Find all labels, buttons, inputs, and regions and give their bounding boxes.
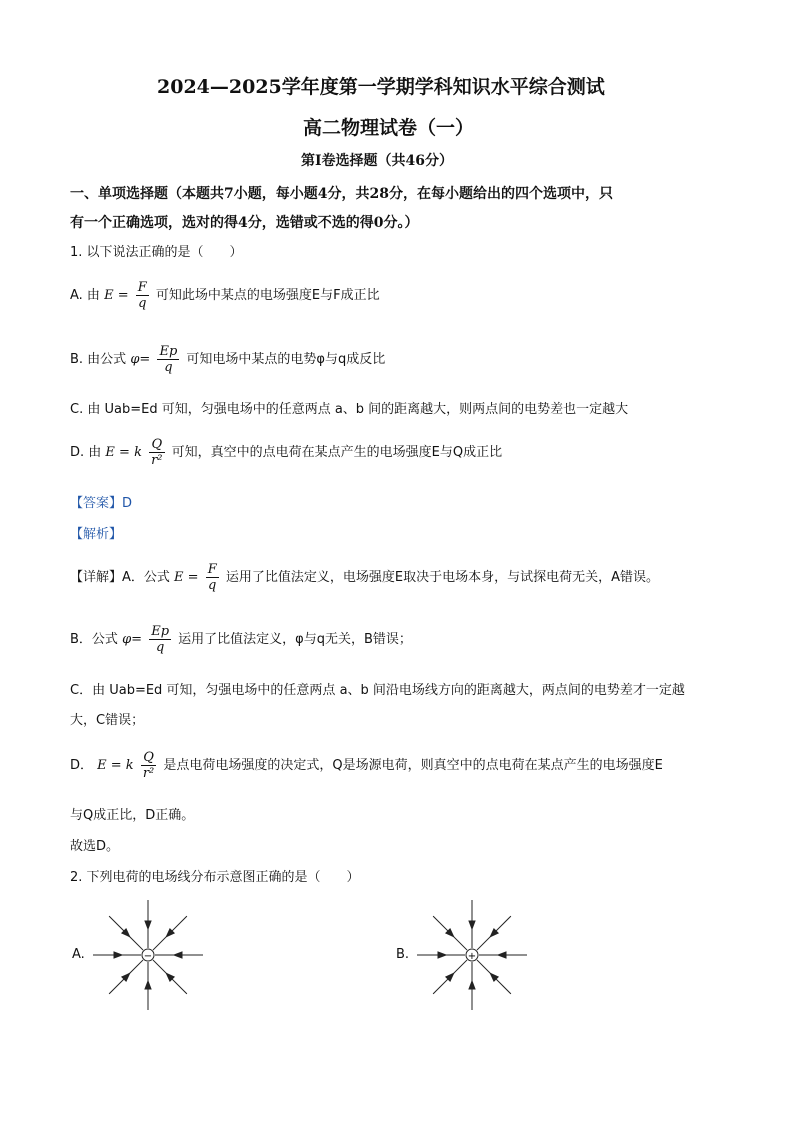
section-heading-line1: 一、单项选择题（本题共7小题，每小题4分，共28分，在每小题给出的四个选项中，只 — [70, 186, 613, 202]
q1-detail-b-prefix: B．公式 — [70, 632, 118, 647]
field-arrow — [469, 921, 475, 929]
exam-subtitle: 高二物理试卷（一） — [303, 117, 475, 139]
q2-option-b-diagram — [416, 898, 528, 1010]
q1-option-a — [70, 280, 380, 311]
q2-option-a-label: A. — [72, 947, 85, 962]
fraction-denominator: r² — [151, 453, 163, 468]
field-arrow — [145, 921, 151, 929]
q1-option-b-eq: φ= — [130, 352, 151, 367]
charge-sign-b: + — [467, 951, 477, 962]
fraction-numerator: Ep — [159, 344, 178, 359]
q1-detail-c-line2: 大，C错误； — [70, 713, 145, 728]
q1-detail-c-line1: C．由 Uab=Ed 可知，匀强电场中的任意两点 a、b 间沿电场线方向的距离越大，两点间的电势差才一定越 — [70, 683, 685, 698]
q2-stem: 2. 下列电荷的电场线分布示意图正确的是（ ） — [70, 870, 360, 885]
q1-option-b — [70, 344, 385, 375]
fraction-numerator: Ep — [151, 624, 170, 639]
fraction-numerator: Q — [143, 750, 154, 765]
field-arrow — [438, 952, 446, 958]
fraction-denominator: q — [206, 577, 219, 593]
q1-detail-b — [70, 624, 412, 655]
q1-option-d-eq: E = k — [105, 445, 142, 460]
q1-detail-d-eq: E = k — [97, 758, 134, 773]
q1-option-d-text: 可知，真空中的点电荷在某点产生的电场强度E与Q成正比 — [171, 445, 503, 460]
q1-option-d — [70, 437, 502, 468]
q1-detail-b-eq: φ= — [122, 632, 143, 647]
q1-detail-d-line2: 与Q成正比，D正确。 — [70, 808, 195, 823]
q2-option-b-label: B. — [396, 947, 410, 962]
fraction-numerator: Q — [151, 437, 163, 452]
q1-stem: 1. 以下说法正确的是（ ） — [70, 245, 243, 260]
q2-option-a-diagram — [92, 898, 204, 1010]
q1-option-a-eq: E = — [104, 288, 129, 303]
q1-detail-a-fraction — [206, 562, 219, 593]
field-arrow — [469, 981, 475, 989]
q1-detail-b-text: 运用了比值法定义，φ与q无关，B错误； — [178, 632, 412, 647]
q1-detail-a-prefix: 【详解】A．公式 — [70, 570, 170, 585]
q1-option-c: C. 由 Uab=Ed 可知，匀强电场中的任意两点 a、b 间的距离越大，则两点间的电势差也一定越大 — [70, 402, 629, 417]
q1-option-a-fraction — [136, 280, 149, 311]
q1-conclusion: 故选D。 — [70, 839, 120, 854]
q1-option-a-text: 可知此场中某点的电场强度E与F成正比 — [155, 288, 380, 303]
q1-analysis-label: 【解析】 — [70, 527, 123, 542]
q1-detail-b-fraction — [149, 624, 171, 655]
fraction-numerator: F — [207, 562, 217, 577]
q1-detail-a-text: 运用了比值法定义，电场强度E取决于电场本身，与试探电荷无关，A错误。 — [225, 570, 659, 585]
charge-sign-a: − — [143, 951, 153, 962]
q1-detail-d-prefix: D． — [70, 758, 94, 773]
q1-detail-d-text: 是点电荷电场强度的决定式，Q是场源电荷，则真空中的点电荷在某点产生的电场强度E — [163, 758, 663, 773]
q1-answer: 【答案】D — [70, 496, 133, 511]
q1-option-a-prefix: A. 由 — [70, 288, 100, 303]
fraction-denominator: r² — [142, 766, 155, 781]
q1-detail-a — [70, 562, 659, 593]
q1-option-b-text: 可知电场中某点的电势φ与q成反比 — [186, 352, 386, 367]
part-heading: 第I卷选择题（共46分） — [301, 153, 454, 169]
q1-option-d-prefix: D. 由 — [70, 445, 102, 460]
q1-option-b-fraction — [157, 344, 179, 375]
field-arrow — [174, 952, 182, 958]
fraction-denominator: q — [149, 639, 171, 655]
section-heading-line2: 有一个正确选项，选对的得4分，选错或不选的得0分。） — [70, 215, 419, 231]
field-arrow — [114, 952, 122, 958]
fraction-denominator: q — [157, 359, 179, 375]
q1-detail-d — [70, 750, 663, 781]
fraction-denominator: q — [136, 295, 149, 311]
field-arrow — [145, 981, 151, 989]
q1-option-b-prefix: B. 由公式 — [70, 352, 127, 367]
q1-detail-a-eq: E = — [174, 570, 199, 585]
field-arrow — [498, 952, 506, 958]
q1-detail-d-fraction — [141, 750, 156, 781]
fraction-numerator: F — [137, 280, 147, 295]
q1-option-d-fraction — [149, 437, 164, 468]
exam-title: 2024—2025学年度第一学期学科知识水平综合测试 — [157, 76, 605, 98]
